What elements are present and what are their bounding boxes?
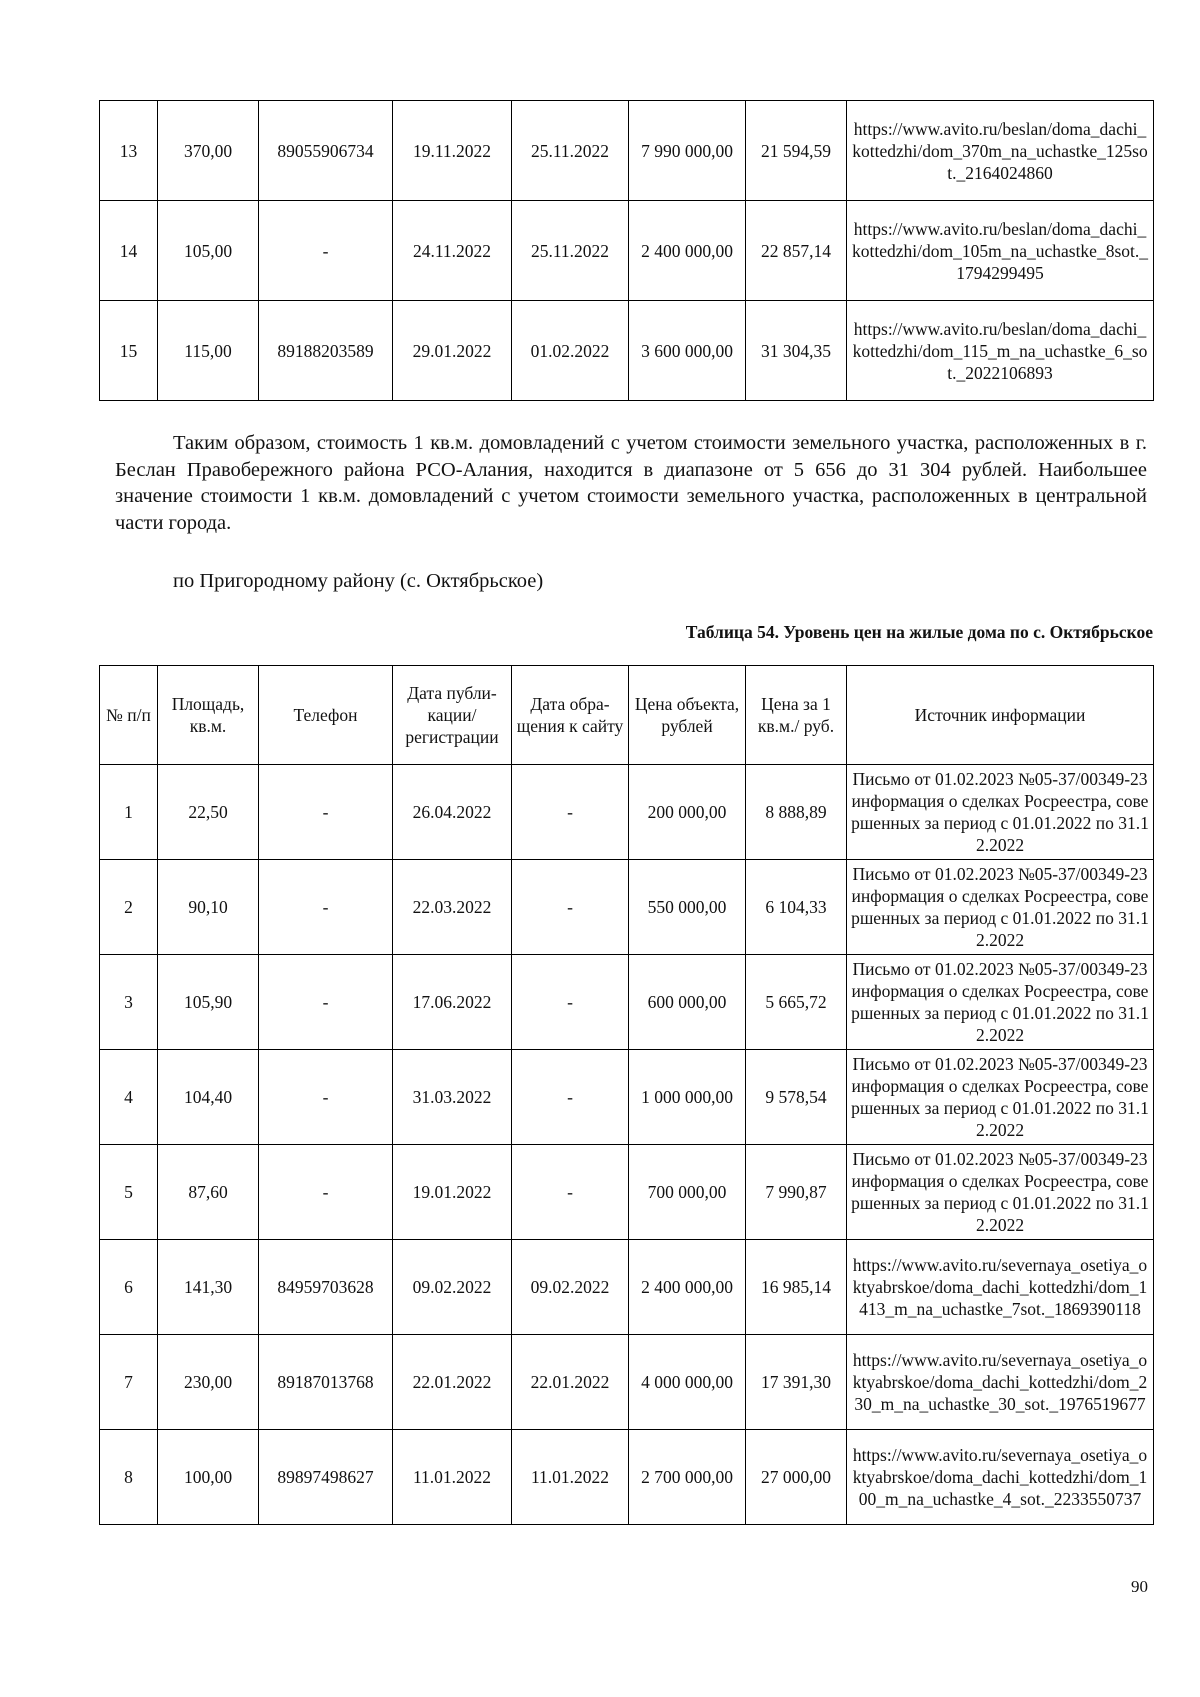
cell-source: Письмо от 01.02.2023 №05-37/00349-23 информация о сделках Росреестра, совершенных за период с 01.01.2022 по 31.12.2022 bbox=[847, 765, 1154, 860]
cell-visit-date: 01.02.2022 bbox=[512, 301, 629, 401]
cell-num: 8 bbox=[100, 1430, 158, 1525]
cell-source: Письмо от 01.02.2023 №05-37/00349-23 информация о сделках Росреестра, совершенных за период с 01.01.2022 по 31.12.2022 bbox=[847, 955, 1154, 1050]
cell-visit-date: 25.11.2022 bbox=[512, 101, 629, 201]
cell-price-sqm: 8 888,89 bbox=[746, 765, 847, 860]
header-price-sqm: Цена за 1 кв.м./ руб. bbox=[746, 666, 847, 765]
cell-price: 2 700 000,00 bbox=[629, 1430, 746, 1525]
table-row bbox=[100, 955, 1154, 1050]
cell-visit-date: - bbox=[512, 860, 629, 955]
cell-area: 370,00 bbox=[158, 101, 259, 201]
header-source: Источник информации bbox=[847, 666, 1154, 765]
cell-pub-date: 19.01.2022 bbox=[393, 1145, 512, 1240]
cell-area: 104,40 bbox=[158, 1050, 259, 1145]
cell-price-sqm: 9 578,54 bbox=[746, 1050, 847, 1145]
cell-pub-date: 11.01.2022 bbox=[393, 1430, 512, 1525]
cell-num: 6 bbox=[100, 1240, 158, 1335]
table-caption: Таблица 54. Уровень цен на жилые дома по с. Октябрьское bbox=[685, 622, 1153, 642]
cell-price-sqm: 16 985,14 bbox=[746, 1240, 847, 1335]
cell-area: 141,30 bbox=[158, 1240, 259, 1335]
cell-price: 550 000,00 bbox=[629, 860, 746, 955]
cell-price-sqm: 6 104,33 bbox=[746, 860, 847, 955]
cell-pub-date: 09.02.2022 bbox=[393, 1240, 512, 1335]
cell-num: 14 bbox=[100, 201, 158, 301]
cell-source: Письмо от 01.02.2023 №05-37/00349-23 информация о сделках Росреестра, совершенных за период с 01.01.2022 по 31.12.2022 bbox=[847, 860, 1154, 955]
listings-table-continued bbox=[99, 100, 1154, 401]
cell-pub-date: 22.03.2022 bbox=[393, 860, 512, 955]
cell-pub-date: 24.11.2022 bbox=[393, 201, 512, 301]
cell-num: 5 bbox=[100, 1145, 158, 1240]
cell-num: 15 bbox=[100, 301, 158, 401]
header-area: Площадь, кв.м. bbox=[158, 666, 259, 765]
cell-source: https://www.avito.ru/beslan/doma_dachi_kottedzhi/dom_370m_na_uchastke_125sot._2164024860 bbox=[847, 101, 1154, 201]
cell-source: https://www.avito.ru/severnaya_osetiya_oktyabrskoe/doma_dachi_kottedzhi/dom_1413_m_na_uchastke_7sot._1869390118 bbox=[847, 1240, 1154, 1335]
listings-table-continued-body bbox=[100, 101, 1154, 401]
table-row bbox=[100, 1050, 1154, 1145]
cell-phone: - bbox=[259, 1050, 393, 1145]
cell-source: https://www.avito.ru/beslan/doma_dachi_kottedzhi/dom_115_m_na_uchastke_6_sot._2022106893 bbox=[847, 301, 1154, 401]
cell-source: Письмо от 01.02.2023 №05-37/00349-23 информация о сделках Росреестра, совершенных за период с 01.01.2022 по 31.12.2022 bbox=[847, 1145, 1154, 1240]
cell-area: 90,10 bbox=[158, 860, 259, 955]
cell-visit-date: 09.02.2022 bbox=[512, 1240, 629, 1335]
cell-area: 87,60 bbox=[158, 1145, 259, 1240]
cell-phone: - bbox=[259, 765, 393, 860]
cell-phone: - bbox=[259, 201, 393, 301]
cell-price: 2 400 000,00 bbox=[629, 1240, 746, 1335]
cell-num: 7 bbox=[100, 1335, 158, 1430]
table-row bbox=[100, 1335, 1154, 1430]
cell-phone: 84959703628 bbox=[259, 1240, 393, 1335]
cell-price-sqm: 22 857,14 bbox=[746, 201, 847, 301]
cell-source: https://www.avito.ru/severnaya_osetiya_oktyabrskoe/doma_dachi_kottedzhi/dom_230_m_na_uchastke_30_sot._1976519677 bbox=[847, 1335, 1154, 1430]
district-heading: по Пригородному району (с. Октябрьское) bbox=[173, 570, 544, 592]
cell-visit-date: 25.11.2022 bbox=[512, 201, 629, 301]
cell-price: 7 990 000,00 bbox=[629, 101, 746, 201]
header-num: № п/п bbox=[100, 666, 158, 765]
cell-price: 200 000,00 bbox=[629, 765, 746, 860]
cell-visit-date: - bbox=[512, 1145, 629, 1240]
cell-area: 22,50 bbox=[158, 765, 259, 860]
cell-area: 105,00 bbox=[158, 201, 259, 301]
cell-source: https://www.avito.ru/beslan/doma_dachi_kottedzhi/dom_105m_na_uchastke_8sot._1794299495 bbox=[847, 201, 1154, 301]
cell-price: 3 600 000,00 bbox=[629, 301, 746, 401]
cell-phone: - bbox=[259, 860, 393, 955]
cell-phone: 89897498627 bbox=[259, 1430, 393, 1525]
table-row bbox=[100, 101, 1154, 201]
header-price: Цена объекта, рублей bbox=[629, 666, 746, 765]
table-row bbox=[100, 1145, 1154, 1240]
cell-num: 2 bbox=[100, 860, 158, 955]
cell-pub-date: 31.03.2022 bbox=[393, 1050, 512, 1145]
cell-price: 4 000 000,00 bbox=[629, 1335, 746, 1430]
cell-price-sqm: 27 000,00 bbox=[746, 1430, 847, 1525]
table-row bbox=[100, 1240, 1154, 1335]
cell-source: Письмо от 01.02.2023 №05-37/00349-23 информация о сделках Росреестра, совершенных за период с 01.01.2022 по 31.12.2022 bbox=[847, 1050, 1154, 1145]
table-row bbox=[100, 301, 1154, 401]
cell-phone: 89187013768 bbox=[259, 1335, 393, 1430]
cell-visit-date: - bbox=[512, 765, 629, 860]
cell-visit-date: - bbox=[512, 955, 629, 1050]
cell-area: 105,90 bbox=[158, 955, 259, 1050]
cell-price: 700 000,00 bbox=[629, 1145, 746, 1240]
cell-price-sqm: 7 990,87 bbox=[746, 1145, 847, 1240]
cell-price-sqm: 21 594,59 bbox=[746, 101, 847, 201]
cell-num: 1 bbox=[100, 765, 158, 860]
table-header-row bbox=[100, 666, 1154, 765]
cell-area: 230,00 bbox=[158, 1335, 259, 1430]
cell-phone: 89055906734 bbox=[259, 101, 393, 201]
cell-price: 1 000 000,00 bbox=[629, 1050, 746, 1145]
summary-paragraph: Таким образом, стоимость 1 кв.м. домовладений с учетом стоимости земельного участка, расположенных в г. Беслан Правобережного района РСО-Алания, находится в диапазоне от 5 656 до 31 304 рублей. Наибольшее значение стоимости 1 кв.м. домовладений с учетом стоимости земельного участка, расположенных в центральной части города. bbox=[115, 432, 1147, 534]
cell-pub-date: 17.06.2022 bbox=[393, 955, 512, 1050]
cell-area: 115,00 bbox=[158, 301, 259, 401]
cell-num: 13 bbox=[100, 101, 158, 201]
cell-phone: - bbox=[259, 955, 393, 1050]
cell-price: 600 000,00 bbox=[629, 955, 746, 1050]
cell-visit-date: - bbox=[512, 1050, 629, 1145]
cell-source: https://www.avito.ru/severnaya_osetiya_oktyabrskoe/doma_dachi_kottedzhi/dom_100_m_na_uchastke_4_sot._2233550737 bbox=[847, 1430, 1154, 1525]
page-number: 90 bbox=[1131, 1577, 1148, 1596]
price-table-body bbox=[100, 765, 1154, 1525]
cell-num: 3 bbox=[100, 955, 158, 1050]
cell-pub-date: 29.01.2022 bbox=[393, 301, 512, 401]
table-row bbox=[100, 860, 1154, 955]
price-table-oktyabrskoe bbox=[99, 665, 1154, 1525]
cell-price-sqm: 17 391,30 bbox=[746, 1335, 847, 1430]
cell-phone: - bbox=[259, 1145, 393, 1240]
cell-price-sqm: 5 665,72 bbox=[746, 955, 847, 1050]
cell-price-sqm: 31 304,35 bbox=[746, 301, 847, 401]
table-row bbox=[100, 765, 1154, 860]
cell-pub-date: 26.04.2022 bbox=[393, 765, 512, 860]
cell-pub-date: 22.01.2022 bbox=[393, 1335, 512, 1430]
table-row bbox=[100, 201, 1154, 301]
cell-price: 2 400 000,00 bbox=[629, 201, 746, 301]
cell-area: 100,00 bbox=[158, 1430, 259, 1525]
cell-pub-date: 19.11.2022 bbox=[393, 101, 512, 201]
header-pub-date: Дата публи-кации/ регистрации bbox=[393, 666, 512, 765]
cell-phone: 89188203589 bbox=[259, 301, 393, 401]
cell-visit-date: 11.01.2022 bbox=[512, 1430, 629, 1525]
table-row bbox=[100, 1430, 1154, 1525]
header-visit-date: Дата обра-щения к сайту bbox=[512, 666, 629, 765]
cell-visit-date: 22.01.2022 bbox=[512, 1335, 629, 1430]
header-phone: Телефон bbox=[259, 666, 393, 765]
cell-num: 4 bbox=[100, 1050, 158, 1145]
